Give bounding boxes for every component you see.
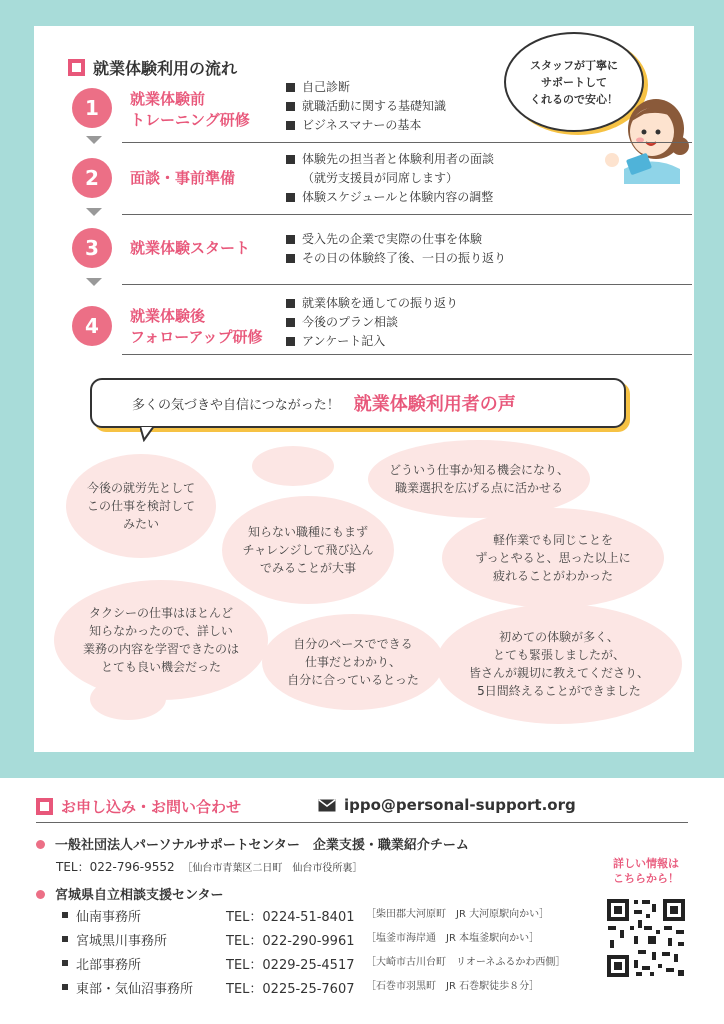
divider [122,214,692,215]
org1-tel-row [56,858,362,875]
step-2-number: 2 [72,158,112,198]
voices-subtitle: 多くの気づきや自信につながった！ [132,397,340,413]
voices-banner [90,378,626,428]
voices-title: 就業体験利用者の声 [353,394,516,415]
mail-icon [318,799,336,812]
divider [122,142,692,143]
empty-cloud [252,446,334,486]
arrow-down-icon [86,208,102,216]
office-row: 仙南事務所 TEL：0224-51-8401 ［柴田郡大河原町 JR 大河原駅向かい］ [62,906,549,925]
office-row: 北部事務所 TEL：0229-25-4517 ［大崎市古川台町 リオーネふるかわ西側］ [62,954,565,973]
org1-name-row: 一般社団法人パーソナルサポートセンター 企業支援・職業紹介チーム [36,834,469,853]
list-item: 自己診断 [302,80,351,94]
square-bullet-icon [68,59,85,76]
list-item: 就職活動に関する基礎知識 [302,99,447,113]
divider [36,822,688,823]
arrow-down-icon [86,136,102,144]
step-1-bullets [286,78,446,135]
step-1-title: 就業体験前 トレーニング研修 [130,90,250,129]
qr-caption: 詳しい情報は こちらから！ [613,857,679,885]
comment-cloud: 今後の就労先として この仕事を検討して みたい [66,454,216,558]
email-link[interactable]: ippo@personal-support.org [344,796,576,814]
step-2-title: 面談・事前準備 [130,169,236,187]
list-item: 受入先の企業で実際の仕事を体験 [302,232,483,246]
list-item: 今後のプラン相談 [302,315,399,329]
staff-illustration [594,74,694,184]
step-1-number: 1 [72,88,112,128]
list-item: （就労支援員が同席します） [302,171,459,185]
list-item: ビジネスマナーの基本 [302,118,422,132]
step-3-bullets [286,230,506,268]
divider [122,354,692,355]
list-item: アンケート記入 [302,334,386,348]
list-item: 体験スケジュールと体験内容の調整 [302,190,494,204]
comment-cloud: タクシーの仕事はほとんど 知らなかったので、詳しい 業務の内容を学習できたのは とても良い機会だった [54,580,268,700]
org2-name-row: 宮城県自立相談支援センター [36,884,223,903]
divider [122,284,692,285]
arrow-down-icon [86,278,102,286]
org1-address: ［仙台市青葉区二日町 仙台市役所裏］ [182,863,363,874]
org1-tel: TEL：022-796-9552 [56,860,175,874]
dot-bullet-icon [36,840,45,849]
comment-cloud: 知らない職種にもまず チャレンジして飛び込ん でみることが大事 [222,496,394,604]
step-2-bullets [286,150,494,207]
step-4-number: 4 [72,306,112,346]
step-4-bullets [286,294,458,351]
office-row: 東部・気仙沼事務所 TEL：0225-25-7607 ［石巻市羽黒町 JR 石巻駅徒歩８分］ [62,978,539,997]
list-item: その日の体験終了後、一日の振り返り [302,251,507,265]
step-4-title: 就業体験後 フォローアップ研修 [130,307,263,346]
list-item: 体験先の担当者と体験利用者の面談 [302,152,495,166]
contact-section-title [36,796,241,817]
banner-tail-icon [140,426,160,442]
qr-code-icon[interactable] [604,896,688,980]
step-3-number: 3 [72,228,112,268]
empty-cloud [90,678,166,720]
flow-section-title [68,56,237,79]
staff-speech-bubble: スタッフが丁寧に サポートして くれるので安心！ [504,32,644,132]
step-3-title: 就業体験スタート [130,239,251,257]
comment-cloud: 自分のペースでできる 仕事だとわかり、 自分に合っているとった [262,614,444,710]
contact-footer [0,778,724,1024]
flow-title: 就業体験利用の流れ [93,59,238,78]
contact-title: お申し込み・お問い合わせ [61,798,242,816]
comment-cloud: 初めての体験が多く、 とても緊張しましたが、 皆さんが親切に教えてくださり、 5日間終えることができました [436,604,682,724]
email-row [318,796,576,814]
list-item: 就業体験を通しての振り返り [302,296,459,310]
office-row: 宮城黒川事務所 TEL：022-290-9961 ［塩釜市海岸通 JR 本塩釜駅向かい］ [62,930,539,949]
square-bullet-icon [36,798,53,815]
comment-cloud: どういう仕事か知る機会になり、 職業選択を広げる点に活かせる [368,440,590,518]
comment-cloud: 軽作業でも同じことを ずっとやると、思った以上に 疲れることがわかった [442,508,664,608]
dot-bullet-icon [36,890,45,899]
